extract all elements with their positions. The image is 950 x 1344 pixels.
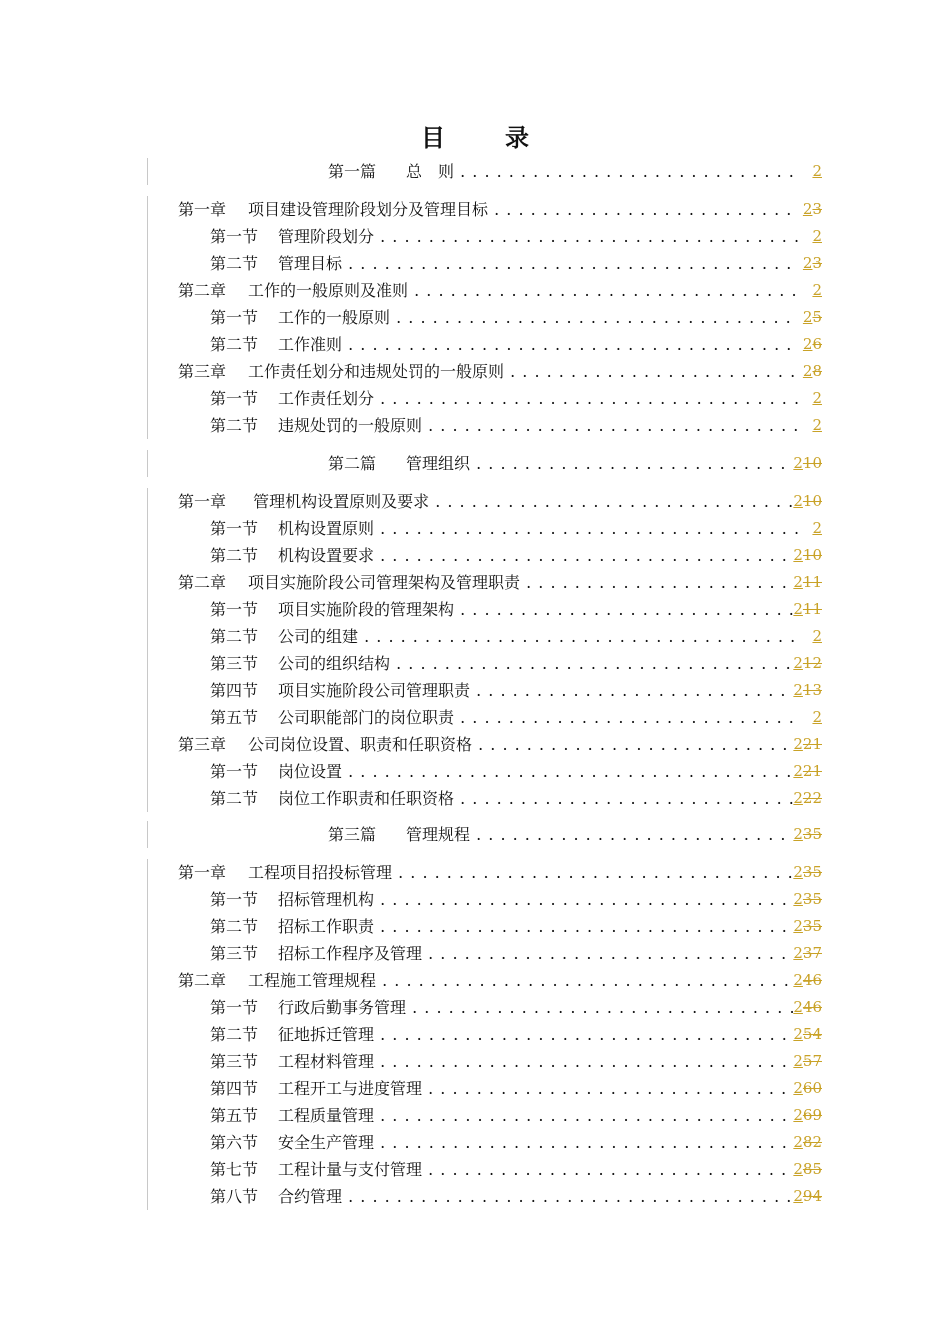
entry-text [210,1183,798,1210]
page-number-deleted: 35 [802,917,822,935]
entry-name: 工作的一般原则及准则 [248,281,409,300]
page-number-inserted: 2 [793,1133,803,1151]
page-number-inserted: 2 [802,362,813,380]
entry-label: 第八节 [210,1187,259,1206]
page-number-deleted: 3 [812,200,822,218]
entry-name: 征地拆迁管理 [278,1025,375,1044]
entry-label: 第一节 [210,227,259,246]
entry-text [210,886,798,913]
entry-name: 工程质量管理 [278,1106,375,1125]
entry-name: 岗位设置 [278,762,343,781]
page-number-inserted: 2 [793,1025,803,1043]
page-number-link[interactable] [812,385,822,412]
page-number-link[interactable] [812,158,822,185]
page-number-deleted: 6 [812,335,822,353]
entry-name: 工程开工与进度管理 [278,1079,423,1098]
page-number-inserted: 2 [793,944,803,962]
entry-name: 工作的一般原则 [278,308,391,327]
entry-text [210,596,798,623]
toc-title: 目录 [421,123,589,152]
page-number-link[interactable] [793,1075,822,1102]
entry-text [210,1075,798,1102]
toc-section-entry[interactable] [148,650,828,677]
page-number-deleted: 35 [802,863,822,881]
entry-name: 项目实施阶段公司管理职责 [278,681,471,700]
page-number-inserted: 2 [793,1052,803,1070]
entry-label: 第一节 [210,890,259,909]
entry-name: 总 则 [406,162,455,181]
entry-label: 第二章 [178,573,227,592]
toc-section-entry[interactable] [148,542,828,569]
toc-chapter-entry[interactable] [148,859,828,886]
entry-name: 公司的组织结构 [278,654,391,673]
entry-text [178,569,798,596]
entry-text [210,758,798,785]
toc-section-entry[interactable] [148,704,828,731]
page-number-link[interactable] [793,758,822,785]
page-number-deleted: 37 [802,944,822,962]
entry-text [210,515,798,542]
toc-chapter-entry[interactable] [148,358,828,385]
toc-entries-block [147,859,828,1210]
entry-name: 行政后勤事务管理 [278,998,407,1017]
entry-name: 工作准则 [278,335,343,354]
entry-text [178,277,798,304]
entry-label: 第二章 [178,281,227,300]
page-number-inserted: 2 [793,735,803,753]
entry-name: 安全生产管理 [278,1133,375,1152]
page-number-inserted: 2 [812,389,822,407]
entry-text [178,196,798,223]
entry-label: 第三节 [210,1052,259,1071]
page-number-link[interactable] [803,358,822,385]
page-number-link[interactable] [793,1129,822,1156]
toc-chapter-entry[interactable] [148,196,828,223]
entry-name: 公司职能部门的岗位职责 [278,708,455,727]
page-number-deleted: 5 [812,308,822,326]
page-number-inserted: 2 [793,825,803,843]
entry-name: 岗位工作职责和任职资格 [278,789,455,808]
entry-label: 第五节 [210,708,259,727]
entry-text [328,450,798,477]
entry-text [178,859,798,886]
entry-label: 第二章 [178,971,227,990]
page-number-inserted: 2 [793,998,803,1016]
page-number-deleted: 10 [802,492,822,510]
page-number-deleted: 12 [802,654,822,672]
entry-label: 第一节 [210,762,259,781]
toc-section-entry[interactable] [148,940,828,967]
page-number-inserted: 2 [793,573,803,591]
toc-section-entry[interactable] [148,515,828,542]
entry-label: 第二节 [210,546,259,565]
page-number-inserted: 2 [793,546,803,564]
entry-label: 第三节 [210,944,259,963]
page-number-link[interactable] [793,886,822,913]
entry-label: 第二节 [210,627,259,646]
entry-name: 违规处罚的一般原则 [278,416,423,435]
toc-section-entry[interactable] [148,223,828,250]
page-number-inserted: 2 [802,335,813,353]
entry-name: 项目实施阶段公司管理架构及管理职责 [248,573,521,592]
page-number-link[interactable] [793,940,822,967]
page-number-link[interactable] [803,304,822,331]
page-number-deleted: 54 [802,1025,822,1043]
entry-text [210,1048,798,1075]
entry-label: 第二节 [210,1025,259,1044]
entry-text [210,650,798,677]
entry-text [210,304,798,331]
page-number-link[interactable] [793,994,822,1021]
page-number-deleted: 60 [802,1079,822,1097]
page-number-link[interactable] [812,412,822,439]
page-number-deleted: 21 [802,735,822,753]
page-number-deleted: 35 [802,825,822,843]
entry-text [210,1021,798,1048]
page-number-link[interactable] [793,569,822,596]
page-number-link[interactable] [793,1048,822,1075]
toc-section-entry[interactable] [148,913,828,940]
page-number-link[interactable] [793,859,822,886]
page-number-inserted: 2 [793,971,803,989]
page-number-link[interactable] [793,731,822,758]
entry-text [328,158,798,185]
page-number-inserted: 2 [793,1106,803,1124]
page-number-deleted: 85 [802,1160,822,1178]
page-number-deleted: 21 [802,762,822,780]
entry-label: 第一章 [178,492,227,511]
entry-name: 招标管理机构 [278,890,375,909]
entry-text [178,358,798,385]
entry-text [210,913,798,940]
page-number-link[interactable] [793,1156,822,1183]
page-number-inserted: 2 [812,708,822,726]
entry-text [210,385,798,412]
page-number-inserted: 2 [812,281,822,299]
toc-section-entry[interactable] [148,1156,828,1183]
page-number-link[interactable] [793,1102,822,1129]
toc-chapter-entry[interactable] [148,967,828,994]
toc-section-entry[interactable] [148,1021,828,1048]
toc-section-entry[interactable] [148,596,828,623]
entry-label: 第三节 [210,654,259,673]
entry-name: 招标工作程序及管理 [278,944,423,963]
toc-chapter-entry[interactable] [148,488,828,515]
page-number-inserted: 2 [793,890,803,908]
entry-text [210,1102,798,1129]
page-number-link[interactable] [793,913,822,940]
toc-section-entry[interactable] [148,412,828,439]
toc-part-block [147,450,828,477]
toc-chapter-entry[interactable] [148,731,828,758]
entry-label: 第一节 [210,998,259,1017]
page-number-deleted: 94 [802,1187,822,1205]
page-number-inserted: 2 [812,627,822,645]
page-number-link[interactable] [812,277,822,304]
page-number-link[interactable] [793,450,822,477]
entry-text [178,731,798,758]
page-number-inserted: 2 [812,519,822,537]
entry-name: 工作责任划分 [278,389,375,408]
page-number-link[interactable] [793,542,822,569]
page-number-link[interactable] [812,704,822,731]
page-number-inserted: 2 [812,227,822,245]
entry-label: 第一篇 [328,162,377,181]
entry-name: 项目建设管理阶段划分及管理目标 [248,200,489,219]
entry-label: 第三章 [178,735,227,754]
toc-section-entry[interactable] [148,677,828,704]
entry-text [210,542,798,569]
toc-part-entry[interactable] [148,450,828,477]
entry-label: 第一章 [178,863,227,882]
page-number-deleted: 82 [802,1133,822,1151]
entry-label: 第一章 [178,200,227,219]
toc-section-entry[interactable] [148,1129,828,1156]
page-number-link[interactable] [812,623,822,650]
entry-name: 机构设置原则 [278,519,375,538]
entry-name: 招标工作职责 [278,917,375,936]
entry-name: 工程施工管理规程 [248,971,377,990]
page-number-deleted: 3 [812,254,822,272]
page-number-link[interactable] [793,967,822,994]
page-number-inserted: 2 [793,1160,803,1178]
page-number-inserted: 2 [793,492,803,510]
page-number-inserted: 2 [793,681,803,699]
entry-label: 第四节 [210,1079,259,1098]
page-number-deleted: 69 [802,1106,822,1124]
toc-section-entry[interactable] [148,623,828,650]
entry-text [210,785,798,812]
page-number-inserted: 2 [802,254,813,272]
page-number-inserted: 2 [802,308,813,326]
page-number-link[interactable] [793,1021,822,1048]
page-number-inserted: 2 [793,600,803,618]
entry-name: 工程项目招投标管理 [248,863,393,882]
entry-label: 第一节 [210,308,259,327]
toc-part-entry[interactable] [148,821,828,848]
page-number-link[interactable] [793,821,822,848]
page-number-link[interactable] [793,677,822,704]
entry-name: 管理机构设置原则及要求 [248,492,430,511]
entry-text [210,1156,798,1183]
page-number-link[interactable] [793,488,822,515]
page-number-link[interactable] [803,331,822,358]
page-number-link[interactable] [812,515,822,542]
page-number-deleted: 11 [802,600,822,618]
entry-name: 项目实施阶段的管理架构 [278,600,455,619]
entry-text [210,1129,798,1156]
entry-label: 第五节 [210,1106,259,1125]
toc-section-entry[interactable] [148,1075,828,1102]
entry-name: 合约管理 [278,1187,343,1206]
toc-section-entry[interactable] [148,1183,828,1210]
entry-text [210,704,798,731]
entry-text [210,331,798,358]
toc-entries-block [147,196,828,439]
toc-section-entry[interactable] [148,994,828,1021]
entry-text [210,623,798,650]
toc-section-entry[interactable] [148,385,828,412]
entry-text [210,677,798,704]
entry-label: 第二节 [210,416,259,435]
entry-name: 管理阶段划分 [278,227,375,246]
entry-label: 第七节 [210,1160,259,1179]
toc-section-entry[interactable] [148,886,828,913]
toc-chapter-entry[interactable] [148,569,828,596]
toc-section-entry[interactable] [148,250,828,277]
entry-label: 第一节 [210,389,259,408]
page-number-deleted: 46 [802,971,822,989]
toc-section-entry[interactable] [148,331,828,358]
page-number-link[interactable] [793,650,822,677]
entry-name: 公司的组建 [278,627,359,646]
page-number-inserted: 2 [793,654,803,672]
toc-section-entry[interactable] [148,785,828,812]
page-number-link[interactable] [812,223,822,250]
page-number-inserted: 2 [793,1187,803,1205]
entry-name: 工作责任划分和违规处罚的一般原则 [248,362,505,381]
entry-label: 第二节 [210,917,259,936]
entry-label: 第三篇 [328,825,377,844]
entry-name: 工程材料管理 [278,1052,375,1071]
page-number-link[interactable] [793,596,822,623]
page-number-inserted: 2 [793,762,803,780]
page-number-link[interactable] [803,196,822,223]
toc-entries-block [147,488,828,812]
entry-label: 第二节 [210,254,259,273]
page-number-deleted: 10 [802,454,822,472]
page-number-inserted: 2 [793,1079,803,1097]
page-number-deleted: 46 [802,998,822,1016]
entry-text [210,412,798,439]
page-number-inserted: 2 [812,162,822,180]
toc-part-entry[interactable] [148,158,828,185]
page-number-inserted: 2 [802,200,813,218]
toc-part-block [147,821,828,848]
page-number-deleted: 22 [802,789,822,807]
page-number-link[interactable] [793,1183,822,1210]
page-number-inserted: 2 [812,416,822,434]
entry-text [210,223,798,250]
entry-text [210,250,798,277]
page-number-inserted: 2 [793,863,803,881]
entry-label: 第二节 [210,789,259,808]
entry-label: 第六节 [210,1133,259,1152]
toc-section-entry[interactable] [148,1048,828,1075]
page-number-link[interactable] [803,250,822,277]
entry-name: 管理规程 [406,825,471,844]
toc-chapter-entry[interactable] [148,277,828,304]
page-number-deleted: 13 [802,681,822,699]
toc-section-entry[interactable] [148,1102,828,1129]
page-number-deleted: 11 [802,573,822,591]
entry-label: 第三章 [178,362,227,381]
page-number-deleted: 10 [802,546,822,564]
page-number-inserted: 2 [793,917,803,935]
entry-text [178,488,798,515]
entry-label: 第一节 [210,519,259,538]
page-number-deleted: 35 [802,890,822,908]
toc-section-entry[interactable] [148,758,828,785]
page-number-inserted: 2 [793,454,803,472]
entry-name: 机构设置要求 [278,546,375,565]
page-number-inserted: 2 [793,789,803,807]
entry-name: 管理组织 [406,454,471,473]
entry-name: 工程计量与支付管理 [278,1160,423,1179]
page-number-link[interactable] [793,785,822,812]
entry-text [328,821,798,848]
entry-label: 第一节 [210,600,259,619]
page-number-deleted: 57 [802,1052,822,1070]
entry-label: 第二篇 [328,454,377,473]
entry-name: 公司岗位设置、职责和任职资格 [248,735,473,754]
entry-text [178,967,798,994]
toc-section-entry[interactable] [148,304,828,331]
entry-text [210,994,798,1021]
entry-label: 第二节 [210,335,259,354]
entry-name: 管理目标 [278,254,343,273]
toc-part-block [147,158,828,185]
page-number-deleted: 8 [812,362,822,380]
entry-label: 第四节 [210,681,259,700]
entry-text [210,940,798,967]
